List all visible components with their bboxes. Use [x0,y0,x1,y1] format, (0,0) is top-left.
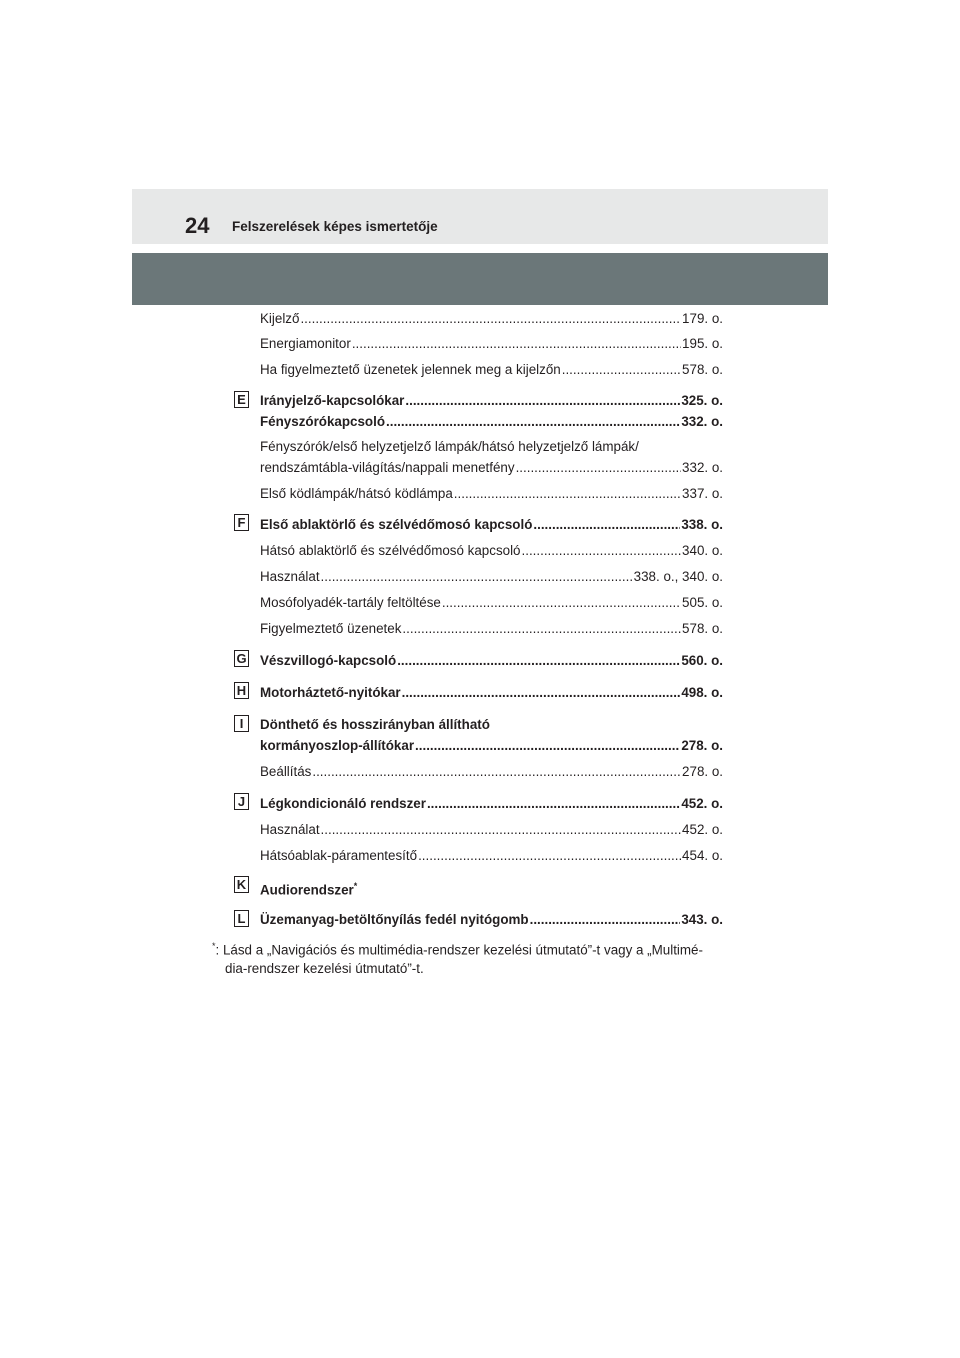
page-ref: 338. o. [681,517,723,532]
leader-dots [562,360,681,379]
page-ref: 278. o. [681,738,723,753]
page-ref: 325. o. [681,393,723,408]
footnote: *: Lásd a „Navigációs és multimédia-rendszer kezelési útmutató”-t vagy a „Multimé- dia-rendszer kezelési útmutató”-t. [212,941,703,977]
section-marker-f: F [234,514,249,531]
leader-dots [415,736,680,755]
toc-entry-figyelmezteto-uzenetek[interactable]: Figyelmeztető üzenetek ..... 578. o. [260,619,723,638]
page-number: 24 [185,213,210,238]
page-ref: 578. o. [682,621,723,636]
section-marker-j: J [234,793,249,810]
footnote-mark: * [212,941,216,951]
leader-dots [352,334,681,353]
page-ref: 452. o. [682,822,723,837]
page-ref: 343. o. [681,912,723,927]
page-ref: 560. o. [681,653,723,668]
leader-dots [405,391,680,410]
leader-dots [522,541,682,560]
leader-dots [516,458,681,477]
toc-entry-kijelzo[interactable]: Kijelző ..... 179. o. [260,309,723,328]
toc-entry-beallitas[interactable]: Beállítás ..... 278. o. [260,762,723,781]
page-ref: 179. o. [682,311,723,326]
page-ref: 332. o. [681,414,723,429]
toc-entry-mosofolyadek[interactable]: Mosófolyadék-tartály feltöltése ..... 505. o. [260,593,723,612]
leader-dots [402,683,681,702]
toc-entry-fenyszorok[interactable]: Fényszórók/első helyzetjelző lámpák/hátsó helyzetjelző lámpák/ rendszámtábla-világítás/nappali menetfény ..... 332. o. [260,437,723,477]
toc-entry-kodlampak[interactable]: Első ködlámpák/hátsó ködlámpa ..... 337. o. [260,484,723,503]
leader-dots [321,567,633,586]
leader-dots [300,309,681,328]
page-ref: 498. o. [681,685,723,700]
toc-entry-hasznalat-legkondi[interactable]: Használat ..... 452. o. [260,820,723,839]
section-marker-h: H [234,682,249,699]
page-ref: 332. o. [682,460,723,475]
header-dark-band [132,253,828,305]
leader-dots [312,762,681,781]
section-marker-l: L [234,910,249,927]
leader-dots [427,794,680,813]
toc-entry-fenyszorokapcsolo[interactable]: Fényszórókapcsoló ..... 332. o. [260,412,723,431]
toc-entry-paramentesito[interactable]: Hátsóablak-páramentesítő ..... 454. o. [260,846,723,865]
page-ref: 337. o. [682,486,723,501]
section-marker-e: E [234,391,249,408]
section-marker-k: K [234,876,249,893]
toc-entry-hatso-ablaktorlo[interactable]: Hátsó ablaktörlő és szélvédőmosó kapcsoló ..... 340. o. [260,541,723,560]
section-marker-g: G [234,650,249,667]
toc-entry-audiorendszer[interactable]: Audiorendszer* [260,881,358,898]
section-title: Felszerelések képes ismertetője [232,219,438,234]
page-ref: 452. o. [681,796,723,811]
toc-entry-veszvillogo[interactable]: Vészvillogó-kapcsoló ..... 560. o. [260,651,723,670]
page-ref: 195. o. [682,336,723,351]
leader-dots [397,651,680,670]
toc-entry-figyelmezteto-kijelzo[interactable]: Ha figyelmeztető üzenetek jelennek meg a kijelzőn ..... 578. o. [260,360,723,379]
leader-dots [442,593,681,612]
section-marker-i: I [234,715,249,732]
toc-entry-energiamonitor[interactable]: Energiamonitor ..... 195. o. [260,334,723,353]
header-bar [132,189,828,244]
leader-dots [386,412,680,431]
leader-dots [530,910,681,929]
page-ref: 578. o. [682,362,723,377]
leader-dots [454,484,681,503]
footnote-mark: * [353,881,358,891]
page-ref: 278. o. [682,764,723,779]
page-ref: 340. o. [682,543,723,558]
leader-dots [321,820,682,839]
page-ref: 338. o., 340. o. [633,569,723,584]
toc-entry-motorhazteto[interactable]: Motorháztető-nyitókar ..... 498. o. [260,683,723,702]
leader-dots [418,846,681,865]
toc-entry-uzemanyag[interactable]: Üzemanyag-betöltőnyílás fedél nyitógomb ..... 343. o. [260,910,723,929]
toc-entry-legkondicionalo[interactable]: Légkondicionáló rendszer ..... 452. o. [260,794,723,813]
page-ref: 454. o. [682,848,723,863]
leader-dots [402,619,681,638]
toc-entry-hasznalat-ablaktorlo[interactable]: Használat ..... 338. o., 340. o. [260,567,723,586]
page-ref: 505. o. [682,595,723,610]
toc-entry-elso-ablaktorlo[interactable]: Első ablaktörlő és szélvédőmosó kapcsoló ..... 338. o. [260,515,723,534]
toc-entry-kormanyoszlop[interactable]: Dönthető és hosszirányban állítható kormányoszlop-állítókar ..... 278. o. [260,715,723,755]
leader-dots [533,515,680,534]
toc-entry-iranyjelzo[interactable]: Irányjelző-kapcsolókar ..... 325. o. [260,391,723,410]
